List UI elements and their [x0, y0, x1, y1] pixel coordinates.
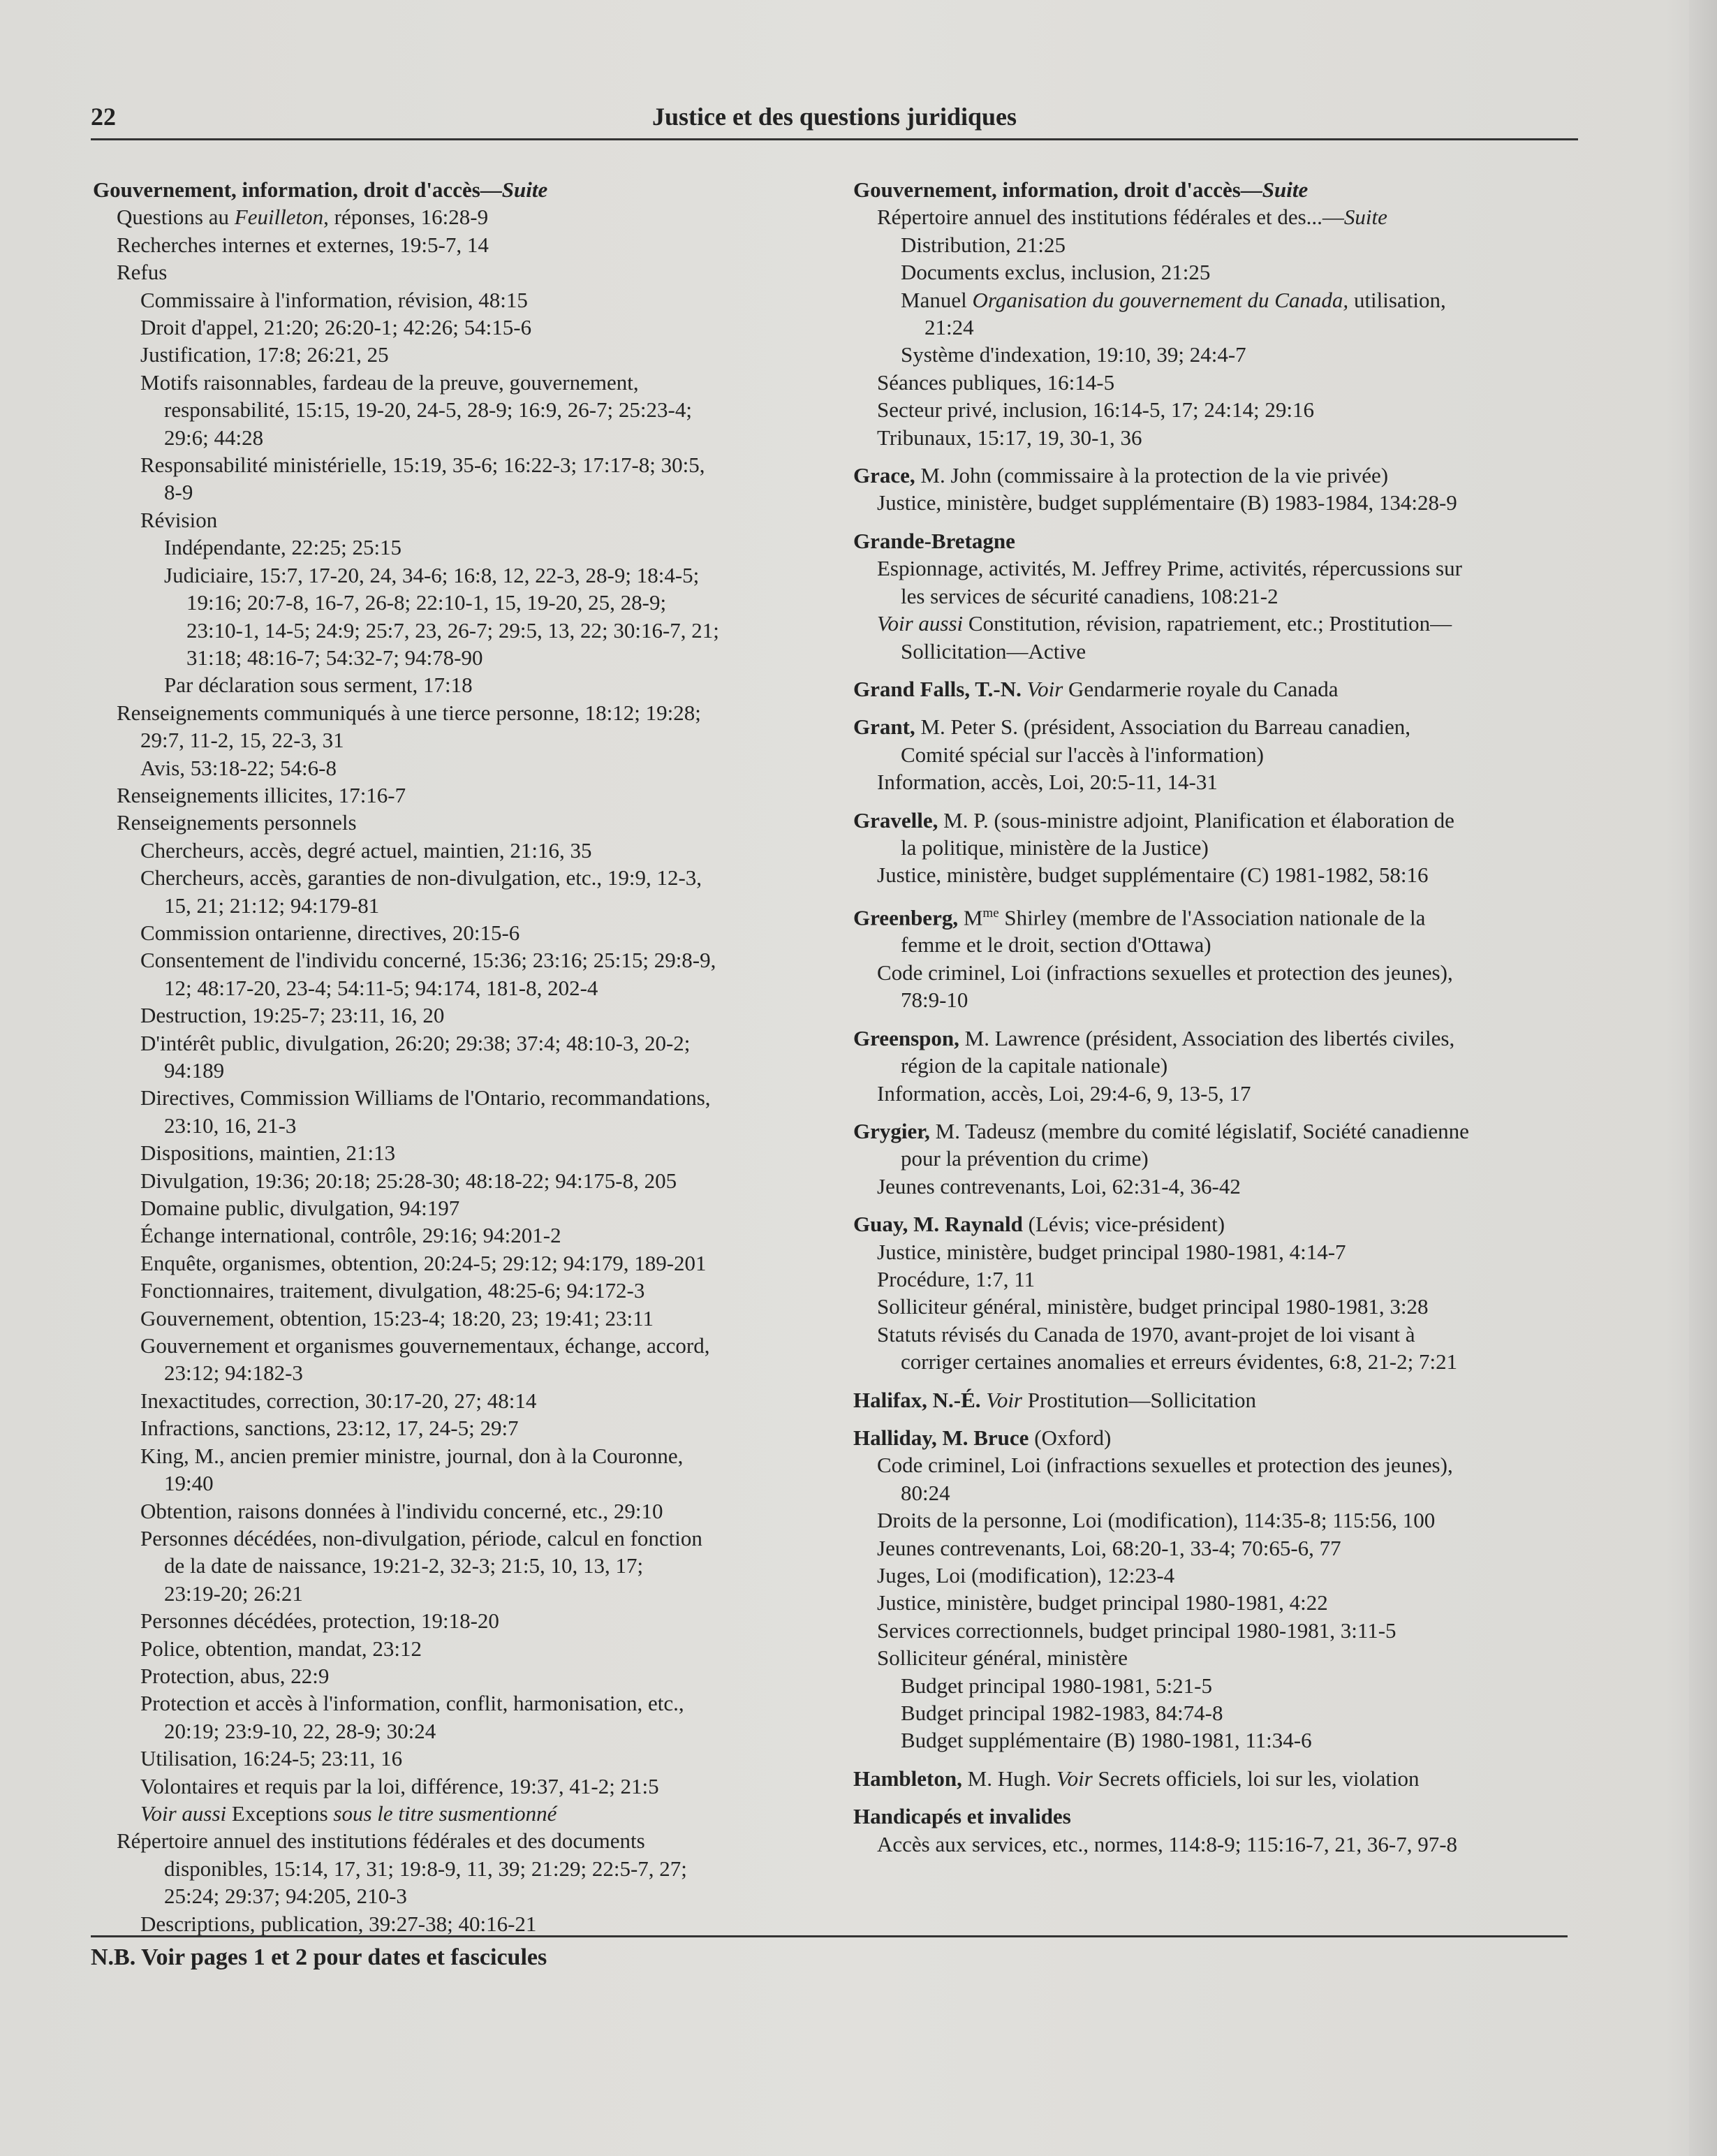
index-heading: [853, 675, 1590, 703]
index-text-run: Justice, ministère, budget supplémentaire (C) 1981-1982, 58:16: [877, 863, 1429, 888]
index-entry-line: [93, 451, 833, 478]
index-text-run: Secrets officiels, loi sur les, violation: [1092, 1766, 1420, 1791]
index-text-run: Infractions, sanctions, 23:12, 17, 24-5; 29:7: [140, 1416, 519, 1441]
index-text-run: Code criminel, Loi (infractions sexuelles et protection des jeunes),: [877, 1453, 1453, 1478]
index-entry-line: [93, 809, 833, 836]
page-number: 22: [91, 103, 116, 131]
index-text-run: Gravelle,: [853, 807, 938, 833]
index-entry-line: [853, 341, 1590, 368]
index-text-run: 21:24: [924, 315, 974, 340]
index-heading: [853, 527, 1590, 555]
index-entry-line: [93, 671, 833, 698]
index-text-run: (Oxford): [1029, 1425, 1112, 1450]
index-text-run: Indépendante, 22:25; 25:15: [164, 535, 402, 560]
index-entry-line: [853, 396, 1590, 423]
index-text-run: utilisation,: [1348, 287, 1446, 312]
index-entry-line: [853, 424, 1590, 451]
index-text-run: Solliciteur général, ministère, budget principal 1980-1981, 3:28: [877, 1294, 1429, 1319]
index-text-run: Questions au: [117, 205, 235, 230]
index-entry-line: [853, 286, 1590, 314]
index-text-run: 23:12; 94:182-3: [164, 1361, 303, 1386]
index-text-run: M. Hugh.: [961, 1766, 1057, 1791]
index-text-run: Halifax, N.-É.: [853, 1387, 981, 1412]
index-entry-line: [93, 1910, 833, 1937]
index-text-run: corriger certaines anomalies et erreurs évidentes, 6:8, 21-2; 7:21: [901, 1349, 1458, 1374]
index-entry-line: [853, 1348, 1590, 1375]
index-entry-line: [853, 1052, 1590, 1079]
index-entry-line: [93, 369, 833, 396]
index-text-run: Avis, 53:18-22; 54:6-8: [140, 755, 337, 780]
index-entry-line: [853, 203, 1590, 230]
index-heading: [853, 1424, 1590, 1451]
index-column-right: [853, 176, 1590, 1858]
index-entry-line: [93, 1442, 833, 1469]
index-text-run: Personnes décédées, protection, 19:18-20: [140, 1608, 499, 1634]
index-entry-line: [93, 919, 833, 946]
index-text-run: Utilisation, 16:24-5; 23:11, 16: [140, 1746, 403, 1771]
index-text-run: Constitution, révision, rapatriement, etc.; Prostitution—: [963, 611, 1452, 636]
index-text-run: Gouvernement, information, droit d'accès—: [93, 177, 502, 202]
index-text-run: Police, obtention, mandat, 23:12: [140, 1636, 422, 1661]
index-text-run: Exceptions: [226, 1801, 334, 1826]
index-entry-line: [93, 1057, 833, 1084]
index-text-run: Voir: [1056, 1766, 1093, 1791]
index-text-run: 29:7, 11-2, 15, 22-3, 31: [140, 728, 344, 753]
index-entry-line: [93, 1387, 833, 1414]
index-text-run: Gouvernement et organismes gouvernementaux, échange, accord,: [140, 1333, 710, 1358]
index-text-run: pour la prévention du crime): [901, 1146, 1149, 1171]
index-text-run: D'intérêt public, divulgation, 26:20; 29:38; 37:4; 48:10-3, 20-2;: [140, 1030, 691, 1055]
index-text-run: Consentement de l'individu concerné, 15:36; 23:16; 25:15; 29:8-9,: [140, 948, 716, 973]
index-entry-line: [93, 1332, 833, 1359]
index-text-run: Chercheurs, accès, degré actuel, maintien, 21:16, 35: [140, 837, 592, 863]
index-text-run: Procédure, 1:7, 11: [877, 1266, 1036, 1291]
index-entry-line: [93, 562, 833, 589]
index-text-run: Solliciteur général, ministère: [877, 1645, 1128, 1671]
index-entry-line: [853, 1562, 1590, 1589]
index-entry-line: [853, 582, 1590, 610]
index-entry-line: [93, 1359, 833, 1386]
index-text-run: me: [982, 905, 999, 921]
index-entry-line: [93, 1607, 833, 1634]
index-text-run: Volontaires et requis par la loi, différence, 19:37, 41-2; 21:5: [140, 1773, 659, 1798]
index-text-run: Gendarmerie royale du Canada: [1063, 676, 1339, 701]
index-entry-line: [93, 946, 833, 974]
index-text-run: 29:6; 44:28: [164, 425, 264, 450]
index-entry-line: [93, 974, 833, 1002]
index-text-run: Suite: [1262, 177, 1309, 202]
index-text-run: 20:19; 23:9-10, 22, 28-9; 30:24: [164, 1718, 436, 1743]
index-text-run: Chercheurs, accès, garanties de non-divulgation, etc., 19:9, 12-3,: [140, 865, 702, 890]
index-entry-line: [93, 478, 833, 506]
index-entry-line: [93, 506, 833, 534]
index-text-run: 19:40: [164, 1471, 214, 1496]
index-text-run: Répertoire annuel des institutions fédérales et des...—: [877, 205, 1344, 230]
index-entry-line: [93, 1773, 833, 1800]
index-text-run: Grand Falls, T.-N.: [853, 676, 1022, 701]
index-entry-line: [93, 1689, 833, 1717]
index-text-run: Gouvernement, information, droit d'accès—: [853, 177, 1262, 202]
index-text-run: Commissaire à l'information, révision, 48:15: [140, 287, 528, 312]
footer-note: N.B. Voir pages 1 et 2 pour dates et fascicules: [91, 1935, 1568, 1971]
index-text-run: M. Tadeusz (membre du comité législatif, Société canadienne: [929, 1118, 1469, 1143]
index-text-run: 94:189: [164, 1058, 225, 1083]
index-entry-line: [853, 1321, 1590, 1348]
index-entry-line: [93, 1222, 833, 1249]
index-entry-line: [93, 617, 833, 644]
index-entry-line: [853, 638, 1590, 665]
index-entry-line: [93, 1800, 833, 1827]
index-text-run: Droit d'appel, 21:20; 26:20-1; 42:26; 54:15-6: [140, 315, 532, 340]
index-text-run: 23:10-1, 14-5; 24:9; 25:7, 23, 26-7; 29:5, 13, 22; 30:16-7, 21;: [186, 617, 719, 643]
index-entry-line: [853, 1831, 1590, 1858]
index-heading: [853, 1386, 1590, 1414]
index-entry-line: [853, 258, 1590, 286]
index-text-run: la politique, ministère de la Justice): [901, 835, 1209, 860]
index-text-run: Fonctionnaires, traitement, divulgation, 48:25-6; 94:172-3: [140, 1278, 645, 1303]
index-text-run: Voir: [1026, 676, 1063, 701]
index-text-run: Justification, 17:8; 26:21, 25: [140, 342, 389, 367]
index-entry-line: [93, 864, 833, 891]
index-text-run: Recherches internes et externes, 19:5-7, 14: [117, 232, 489, 257]
index-entry-line: [93, 1717, 833, 1745]
index-text-run: 31:18; 48:16-7; 54:32-7; 94:78-90: [186, 645, 483, 670]
index-entry-line: [93, 589, 833, 616]
index-heading: [853, 713, 1590, 740]
index-text-run: Gouvernement, obtention, 15:23-4; 18:20, 23; 19:41; 23:11: [140, 1305, 654, 1330]
index-text-run: sous le titre susmentionné: [333, 1801, 557, 1826]
index-heading: [853, 807, 1590, 834]
index-heading: [853, 1210, 1590, 1238]
index-text-run: Par déclaration sous serment, 17:18: [164, 673, 473, 698]
index-text-run: Directives, Commission Williams de l'Ontario, recommandations,: [140, 1085, 711, 1110]
index-text-run: les services de sécurité canadiens, 108:21-2: [901, 583, 1278, 608]
index-text-run: Secteur privé, inclusion, 16:14-5, 17; 24:14; 29:16: [877, 397, 1314, 423]
index-text-run: Budget supplémentaire (B) 1980-1981, 11:34-6: [901, 1728, 1312, 1753]
running-title: Justice et des questions juridiques: [651, 103, 1017, 131]
index-entry-line: [93, 726, 833, 754]
index-text-run: Justice, ministère, budget principal 1980-1981, 4:22: [877, 1590, 1328, 1615]
index-text-run: Suite: [1343, 205, 1387, 230]
index-text-run: Juges, Loi (modification), 12:23-4: [877, 1563, 1175, 1588]
index-entry-line: [93, 837, 833, 864]
index-entry-line: [93, 1827, 833, 1854]
index-text-run: Protection, abus, 22:9: [140, 1663, 330, 1688]
index-text-run: Statuts révisés du Canada de 1970, avant-projet de loi visant à: [877, 1321, 1415, 1347]
index-text-run: Budget principal 1980-1981, 5:21-5: [901, 1673, 1212, 1698]
index-entry-line: [93, 286, 833, 314]
index-text-run: Séances publiques, 16:14-5: [877, 369, 1115, 395]
index-entry-line: [853, 1726, 1590, 1754]
index-entry-line: [93, 534, 833, 561]
index-entry-line: [93, 314, 833, 341]
index-text-run: Répertoire annuel des institutions fédérales et des documents: [117, 1828, 645, 1854]
index-text-run: Inexactitudes, correction, 30:17-20, 27; 48:14: [140, 1388, 537, 1413]
index-entry-line: [93, 1277, 833, 1304]
index-text-run: disponibles, 15:14, 17, 31; 19:8-9, 11, 39; 21:29; 22:5-7, 27;: [164, 1856, 687, 1881]
index-heading: [853, 1025, 1590, 1052]
index-entry-line: [853, 1451, 1590, 1479]
index-entry-line: [93, 1414, 833, 1442]
index-entry-line: [853, 1479, 1590, 1506]
index-text-run: King, M., ancien premier ministre, journal, don à la Couronne,: [140, 1443, 684, 1468]
index-heading: [853, 1803, 1590, 1830]
index-text-run: Voir aussi: [140, 1801, 227, 1826]
index-text-run: Organisation du gouvernement du Canada,: [972, 287, 1349, 312]
index-text-run: Renseignements communiqués à une tierce personne, 18:12; 19:28;: [117, 700, 701, 725]
index-text-run: Responsabilité ministérielle, 15:19, 35-6; 16:22-3; 17:17-8; 30:5,: [140, 453, 705, 478]
index-entry-line: [93, 644, 833, 671]
index-text-run: Handicapés et invalides: [853, 1804, 1071, 1829]
index-entry-line: [93, 1855, 833, 1882]
index-text-run: Shirley (membre de l'Association nationale de la: [998, 905, 1426, 930]
index-text-run: Feuilleton: [234, 205, 324, 230]
index-text-run: Budget principal 1982-1983, 84:74-8: [901, 1701, 1223, 1726]
index-entry-line: [853, 489, 1590, 516]
index-text-run: Système d'indexation, 19:10, 39; 24:4-7: [901, 342, 1246, 367]
index-text-run: Greenspon,: [853, 1025, 959, 1050]
index-text-run: Guay, M. Raynald: [853, 1212, 1023, 1237]
index-entry-line: [853, 1293, 1590, 1320]
index-entry-line: [93, 892, 833, 919]
index-entry-line: [93, 754, 833, 782]
index-text-run: Destruction, 19:25-7; 23:11, 16, 20: [140, 1003, 445, 1028]
page-edge-shadow: [1689, 0, 1717, 2156]
index-entry-line: [93, 1552, 833, 1579]
index-text-run: Divulgation, 19:36; 20:18; 25:28-30; 48:18-22; 94:175-8, 205: [140, 1168, 677, 1193]
index-text-run: Justice, ministère, budget principal 1980-1981, 4:14-7: [877, 1239, 1346, 1264]
index-text-run: Distribution, 21:25: [901, 232, 1066, 257]
index-text-run: 80:24: [901, 1480, 950, 1505]
index-text-run: Révision: [140, 507, 218, 532]
index-entry-line: [93, 1139, 833, 1166]
index-text-run: 78:9-10: [901, 988, 968, 1013]
index-text-run: Voir aussi: [877, 611, 964, 636]
index-text-run: 23:10, 16, 21-3: [164, 1113, 297, 1138]
index-text-run: Voir: [986, 1387, 1022, 1412]
index-text-run: Droits de la personne, Loi (modification), 114:35-8; 115:56, 100: [877, 1508, 1436, 1533]
index-text-run: , réponses, 16:28-9: [323, 205, 489, 230]
index-entry-line: [93, 341, 833, 368]
index-text-run: 23:19-20; 26:21: [164, 1581, 303, 1606]
index-entry-line: [853, 1080, 1590, 1107]
index-entry-line: [93, 699, 833, 726]
index-entry-line: [93, 1084, 833, 1111]
index-entry-line: [853, 1266, 1590, 1293]
index-text-run: 15, 21; 21:12; 94:179-81: [164, 893, 380, 918]
index-entry-line: [853, 986, 1590, 1013]
index-entry-line: [93, 1194, 833, 1222]
index-column-left: [93, 176, 833, 1937]
index-text-run: Domaine public, divulgation, 94:197: [140, 1196, 460, 1221]
index-entry-line: [93, 1305, 833, 1332]
index-text-run: Accès aux services, etc., normes, 114:8-9; 115:16-7, 21, 36-7, 97-8: [877, 1831, 1458, 1856]
index-entry-line: [93, 396, 833, 423]
index-entry-line: [93, 1249, 833, 1277]
index-text-run: Code criminel, Loi (infractions sexuelles et protection des jeunes),: [877, 960, 1453, 985]
index-text-run: Justice, ministère, budget supplémentaire (B) 1983-1984, 134:28-9: [877, 490, 1457, 515]
index-entry-line: [853, 1589, 1590, 1616]
index-text-run: M. P. (sous-ministre adjoint, Planification et élaboration de: [938, 807, 1454, 833]
index-text-run: Jeunes contrevenants, Loi, 62:31-4, 36-42: [877, 1173, 1241, 1198]
index-text-run: M: [958, 905, 983, 930]
index-text-run: Sollicitation—Active: [901, 638, 1086, 663]
index-text-run: responsabilité, 15:15, 19-20, 24-5, 28-9; 16:9, 26-7; 25:23-4;: [164, 397, 692, 423]
index-entry-line: [93, 424, 833, 451]
index-entry-line: [853, 1534, 1590, 1562]
index-text-run: Renseignements illicites, 17:16-7: [117, 782, 406, 807]
index-text-run: Tribunaux, 15:17, 19, 30-1, 36: [877, 425, 1142, 450]
index-entry-line: [853, 741, 1590, 768]
index-entry-line: [853, 1506, 1590, 1534]
index-text-run: Protection et accès à l'information, conflit, harmonisation, etc.,: [140, 1691, 684, 1716]
index-entry-line: [853, 959, 1590, 986]
index-text-run: (Lévis; vice-président): [1022, 1212, 1225, 1237]
index-text-run: Halliday, M. Bruce: [853, 1425, 1029, 1450]
index-text-run: Dispositions, maintien, 21:13: [140, 1141, 396, 1166]
index-text-run: Renseignements personnels: [117, 810, 357, 835]
index-text-run: Grant,: [853, 714, 915, 740]
index-entry-line: [93, 1469, 833, 1497]
index-text-run: [1022, 677, 1027, 701]
index-entry-line: [853, 555, 1590, 582]
index-text-run: 19:16; 20:7-8, 16-7, 26-8; 22:10-1, 15, 19-20, 25, 28-9;: [186, 590, 667, 615]
index-text-run: Information, accès, Loi, 20:5-11, 14-31: [877, 770, 1218, 795]
index-text-run: Espionnage, activités, M. Jeffrey Prime, activités, répercussions sur: [877, 556, 1462, 581]
index-entry-line: [93, 1029, 833, 1057]
index-text-run: 12; 48:17-20, 23-4; 54:11-5; 94:174, 181-8, 202-4: [164, 975, 598, 1000]
index-text-run: Suite: [501, 177, 548, 202]
index-text-run: Prostitution—Sollicitation: [1022, 1387, 1256, 1412]
index-text-run: Personnes décédées, non-divulgation, période, calcul en fonction: [140, 1525, 702, 1550]
index-entry-line: [93, 1525, 833, 1552]
index-text-run: Hambleton,: [853, 1766, 962, 1791]
index-heading: [853, 462, 1590, 489]
index-heading: [853, 1765, 1590, 1792]
index-entry-line: [93, 1497, 833, 1525]
index-text-run: Grace,: [853, 463, 915, 488]
index-entry-line: [853, 1238, 1590, 1266]
index-entry-line: [853, 610, 1590, 637]
index-text-run: Judiciaire, 15:7, 17-20, 24, 34-6; 16:8, 12, 22-3, 28-9; 18:4-5;: [164, 562, 700, 587]
index-text-run: 8-9: [164, 480, 193, 505]
index-text-run: Jeunes contrevenants, Loi, 68:20-1, 33-4; 70:65-6, 77: [877, 1535, 1341, 1560]
index-entry-line: [93, 1167, 833, 1194]
index-text-run: Enquête, organismes, obtention, 20:24-5; 29:12; 94:179, 189-201: [140, 1250, 707, 1275]
index-text-run: Services correctionnels, budget principal 1980-1981, 3:11-5: [877, 1618, 1397, 1643]
index-text-run: région de la capitale nationale): [901, 1053, 1168, 1078]
index-entry-line: [853, 1672, 1590, 1699]
index-entry-line: [853, 1617, 1590, 1644]
index-entry-line: [853, 768, 1590, 795]
index-entry-line: [93, 231, 833, 258]
index-text-run: Greenberg,: [853, 905, 959, 930]
page-header: [91, 102, 1578, 140]
index-text-run: 25:24; 29:37; 94:205, 210-3: [164, 1884, 407, 1909]
index-entry-line: [93, 258, 833, 286]
index-text-run: Grygier,: [853, 1118, 930, 1143]
index-text-run: de la date de naissance, 19:21-2, 32-3; 21:5, 10, 13, 17;: [164, 1553, 644, 1578]
index-entry-line: [853, 314, 1590, 341]
index-text-run: Commission ontarienne, directives, 20:15-6: [140, 920, 520, 945]
index-entry-line: [853, 861, 1590, 888]
index-entry-line: [853, 231, 1590, 258]
index-text-run: Manuel: [901, 287, 973, 312]
index-text-run: Documents exclus, inclusion, 21:25: [901, 260, 1211, 285]
index-text-run: M. John (commissaire à la protection de la vie privée): [915, 463, 1389, 488]
index-text-run: Refus: [117, 260, 168, 285]
index-entry-line: [853, 1145, 1590, 1172]
index-text-run: Grande-Bretagne: [853, 528, 1015, 553]
index-entry-line: [853, 931, 1590, 958]
index-text-run: Information, accès, Loi, 29:4-6, 9, 13-5, 17: [877, 1080, 1251, 1106]
index-text-run: Comité spécial sur l'accès à l'information): [901, 742, 1264, 767]
index-entry-line: [93, 1580, 833, 1607]
index-entry-line: [853, 1173, 1590, 1200]
index-heading: [93, 176, 833, 203]
index-heading: [853, 176, 1590, 203]
index-entry-line: [853, 369, 1590, 396]
index-entry-line: [93, 1882, 833, 1909]
index-entry-line: [853, 834, 1590, 861]
index-text-run: M. Peter S. (président, Association du Barreau canadien,: [915, 714, 1411, 740]
index-entry-line: [93, 1662, 833, 1689]
index-text-run: Obtention, raisons données à l'individu concerné, etc., 29:10: [140, 1498, 663, 1523]
index-text-run: Descriptions, publication, 39:27-38; 40:16-21: [140, 1911, 537, 1936]
index-entry-line: [93, 203, 833, 230]
index-entry-line: [93, 1112, 833, 1139]
index-entry-line: [93, 1745, 833, 1772]
index-text-run: Motifs raisonnables, fardeau de la preuve, gouvernement,: [140, 369, 639, 395]
index-text-run: femme et le droit, section d'Ottawa): [901, 932, 1211, 958]
index-entry-line: [93, 782, 833, 809]
index-text-run: M. Lawrence (président, Association des libertés civiles,: [959, 1025, 1455, 1050]
index-text-run: Échange international, contrôle, 29:16; 94:201-2: [140, 1223, 561, 1248]
index-heading: [853, 1117, 1590, 1145]
index-entry-line: [853, 1699, 1590, 1726]
index-entry-line: [93, 1635, 833, 1662]
index-entry-line: [853, 1644, 1590, 1671]
index-heading: [853, 900, 1590, 932]
index-entry-line: [93, 1002, 833, 1029]
